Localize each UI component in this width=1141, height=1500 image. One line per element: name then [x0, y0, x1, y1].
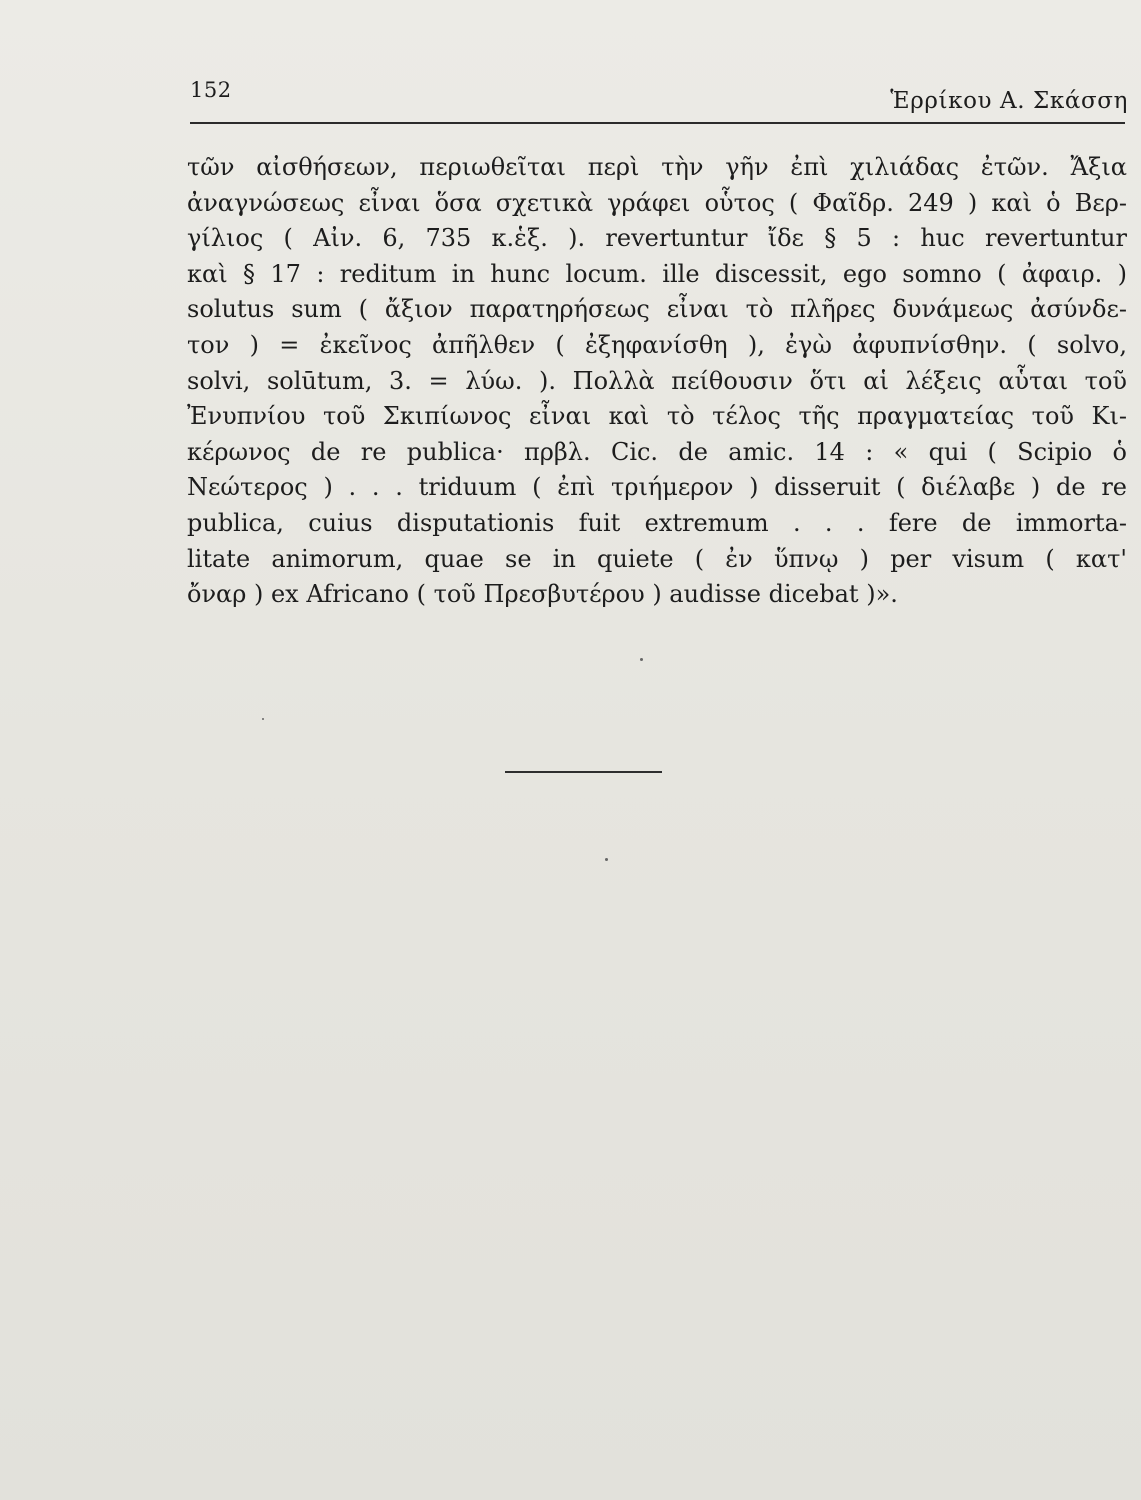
text-line: Ἐνυπνίου τοῦ Σκιπίωνος εἶναι καὶ τὸ τέλος τῆς πραγματείας τοῦ Κι- — [187, 402, 1127, 431]
text-line: solutus sum ( ἄξιον παρατηρήσεως εἶναι τὸ πλῆρες δυνάμεως ἀσύνδε- — [187, 295, 1127, 324]
running-title: Ἑρρίκου Α. Σκάσση — [890, 88, 1128, 114]
paper-speck — [605, 858, 608, 861]
commentary-paragraph — [187, 150, 1127, 613]
text-line: ἀναγνώσεως εἶναι ὅσα σχετικὰ γράφει οὗτος ( Φαῖδρ. 249 ) καὶ ὁ Βερ- — [187, 188, 1127, 217]
text-line: καὶ § 17 : reditum in hunc locum. ille discessit, ego somno ( ἀφαιρ. ) — [187, 259, 1127, 288]
section-end-rule — [505, 771, 662, 773]
text-line: publica, cuius disputationis fuit extremum . . . fere de immorta- — [187, 508, 1127, 537]
text-line: ὄναρ ) ex Africano ( τοῦ Πρεσβυτέρου ) audisse dicebat )». — [187, 580, 898, 609]
text-line: solvi, solūtum, 3. = λύω. ). Πολλὰ πείθουσιν ὅτι αἱ λέξεις αὗται τοῦ — [187, 366, 1127, 395]
header-rule — [190, 122, 1125, 124]
running-header — [190, 78, 1128, 118]
text-line: τον ) = ἐκεῖνος ἀπῆλθεν ( ἐξηφανίσθη ), ἐγὼ ἀφυπνίσθην. ( solvo, — [187, 330, 1127, 359]
text-line: κέρωνος de re publica· πρβλ. Cic. de amic. 14 : « qui ( Scipio ὁ — [187, 437, 1127, 466]
text-line: Νεώτερος ) . . . triduum ( ἐπὶ τριήμερον ) disseruit ( διέλαβε ) de re — [187, 473, 1128, 502]
text-line: τῶν αἰσθήσεων, περιωθεῖται περὶ τὴν γῆν ἐπὶ χιλιάδας ἐτῶν. Ἄξια — [187, 153, 1127, 181]
paper-speck — [640, 658, 643, 661]
text-line: γίλιος ( Αἰν. 6, 735 κ.ἑξ. ). revertuntur ἴδε § 5 : huc revertuntur — [187, 224, 1127, 253]
text-line: litate animorum, quae se in quiete ( ἐν ὕπνῳ ) per visum ( κατ' — [187, 544, 1127, 573]
paper-speck — [262, 718, 264, 720]
page-number: 152 — [190, 78, 232, 102]
